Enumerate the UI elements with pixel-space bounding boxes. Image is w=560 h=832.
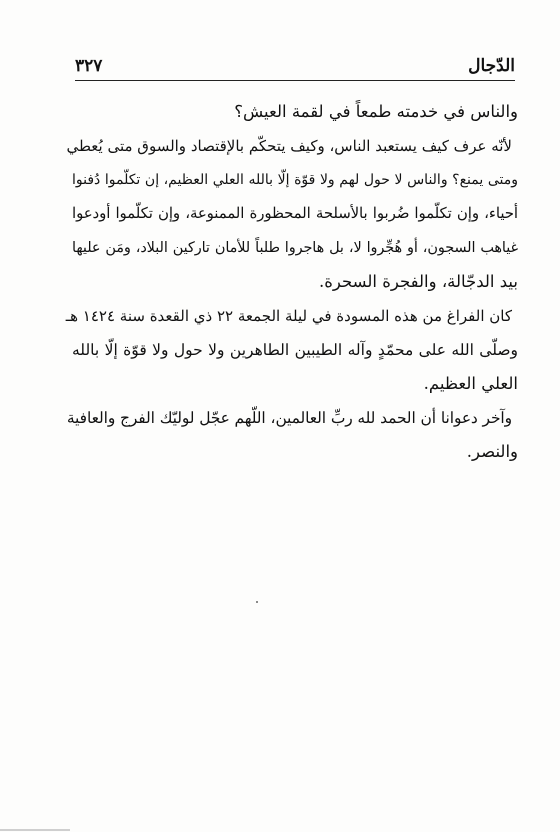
- text-line: والنصر.: [466, 442, 518, 461]
- text-line: العلي العظيم.: [423, 374, 518, 393]
- text-line: وصلّى الله على محمّدٍ وآله الطيبين الطاهرين ولا حول ولا قوّة إلّا بالله: [72, 341, 518, 359]
- text-line: ومتى يمنع؟ والناس لا حول لهم ولا قوّة إلّا بالله العلي العظيم، إن تكلّموا دُفنوا: [72, 172, 518, 188]
- page-header: [75, 52, 515, 80]
- text-line: لأنّه عرف كيف يستعبد الناس، وكيف يتحكّم بالإقتصاد والسوق متى يُعطي: [66, 137, 512, 155]
- text-line: بيد الدجّالة، والفجرة السحرة.: [319, 272, 518, 291]
- text-line: كان الفراغ من هذه المسودة في ليلة الجمعة ٢٢ ذي القعدة سنة ١٤٢٤ هـ: [65, 307, 512, 325]
- text-line: أحياء، وإن تكلّموا ضُربوا بالأسلحة المحظورة الممنوعة، وإن تكلّموا أودعوا: [72, 205, 518, 222]
- text-line: غياهب السجون، أو هُجِّروا لا، بل هاجروا طلباً للأمان تاركين البلاد، ومَن عليها: [72, 240, 518, 256]
- page-number: ٣٢٧: [75, 56, 103, 76]
- header-rule: [75, 80, 515, 81]
- scan-edge-mark: [0, 829, 70, 831]
- body-text: [65, 95, 518, 469]
- text-line: والناس في خدمته طمعاً في لقمة العيش؟: [234, 102, 518, 121]
- text-line: وآخر دعوانا أن الحمد لله ربِّ العالمين، اللّهم عجّل لوليّك الفرج والعافية: [66, 409, 512, 427]
- running-title: الدّجال: [468, 56, 515, 76]
- scan-speck: [256, 601, 258, 603]
